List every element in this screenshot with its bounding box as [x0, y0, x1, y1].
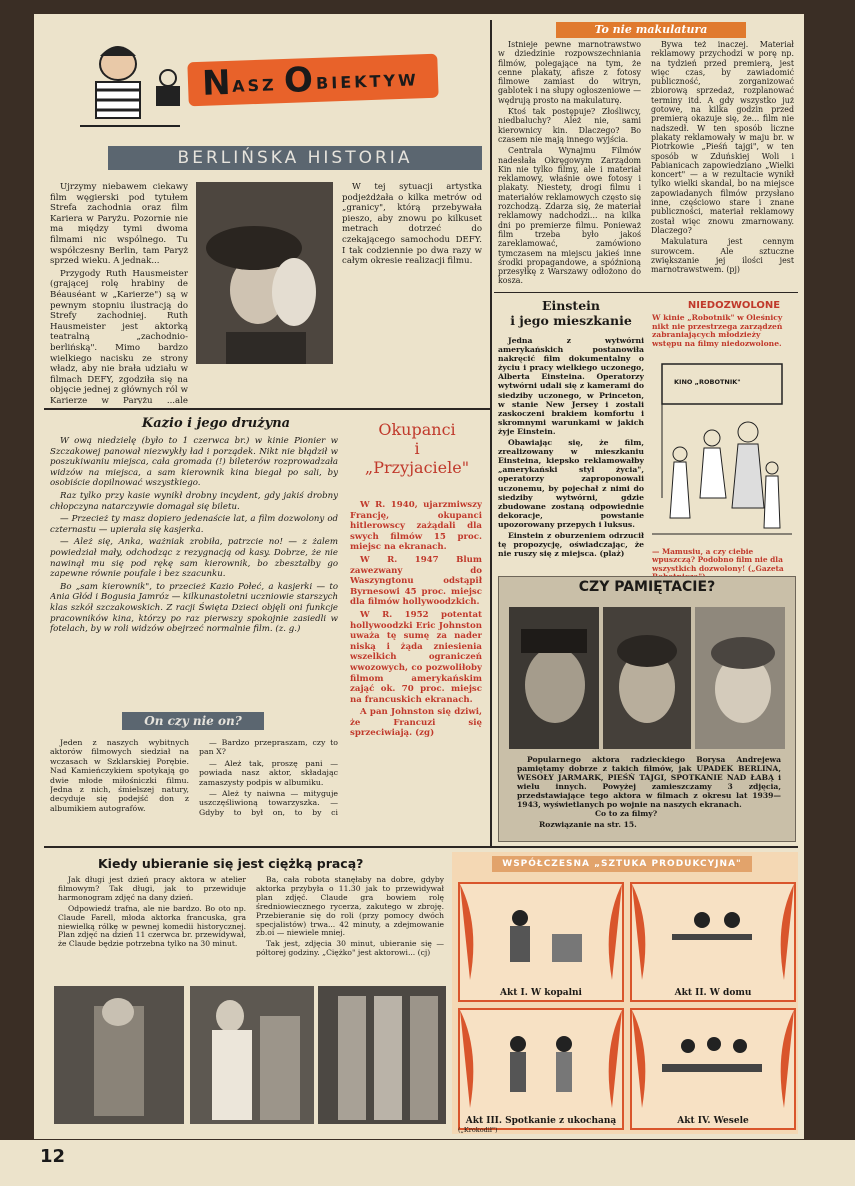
pamietacie-caption: Popularnego aktora radzieckiego Borysa Andrejewa pamiętamy dobrze z takich filmów, jak UPADEK BERLINA, WESOŁY JARMARK, PIEŚŃ TAJGI, SPOTKANIE NAD ŁABĄ i wielu innych. Powyżej zamieszczamy 3 zdjęcia, przedstawiające tego aktora w filmach z okresu lat 1939—1943, wyświetlanych po wojnie na naszych ekranach.: [517, 755, 781, 809]
claude-photo-2: [190, 986, 314, 1124]
sztuka-box: [452, 852, 798, 1134]
sztuka-heading: WSPÓŁCZESNA „SZTUKA PRODUKCYJNA": [492, 856, 752, 872]
kazio-paragraph: W ową niedzielę (było to 1 czerwca br.) w kinie Pionier w Szczakowej panował niezwykły ład i porządek. Nikt nie błądził w poszukiwaniu miejsca, cała gromada (!) bileterów rozprowadzała widzów na miejsca, a sam kierownik kina biegał po sali, by osobiście dopilnować wszystkiego.: [50, 436, 338, 489]
divider: [494, 292, 798, 293]
makulatura-paragraph: Istnieje pewne marnotrawstwo w dziedzinie rozpowszechniania filmów, polegające na tym, że cenne plakaty, afisze z fotosy filmowe zamiast do witryn, gablotek i na słupy ogłoszeniowe — wędrują prosto na makulaturę.: [498, 40, 641, 105]
kazio-heading: Kazio i jego drużyna: [141, 416, 291, 431]
page-number: 12: [40, 1146, 66, 1167]
andrejew-photo-2: [603, 607, 691, 749]
act-panel-4: [630, 1008, 796, 1130]
makulatura-paragraph: Ktoś tak postępuje? Złośliwcy, niedbaluchy? Ależ nie, sami kierownicy kin. Dlaczego? Bo czasem nie mają innego wyjścia.: [498, 107, 641, 144]
okupanci-paragraph: W R. 1947 Blum zawezwany do Waszyngtonu odstąpił Byrnesowi 45 proc. miejsc dla filmów hollywoodzkich.: [350, 554, 482, 608]
einstein-paragraph: Obawiając się, że film, zrealizowany w mieszkaniu Einsteina, kiepsko reklamowałby „amerykański styl życia", operatorzy zaproponowali uczonemu, by pojechał z nimi do siedziby wytwórni, gdzie zbudowane zostaną odpowiednie dekoracje, powstanie upozorowany przepych i luksus.: [498, 438, 644, 529]
makulatura-paragraph: Bywa też inaczej. Materiał reklamowy przychodzi w porę np. na tydzień przed premierą, jest więc czas, by zawiadomić publiczność, zorganizować zbiorową sprzedaż, rozplanować terminy itd. A gdy wszystko już gotowe, na kilka godzin przed premierą okazuje się, że... film nie nadszedł. W ten sposób liczne plakaty reklamowały w maju br. w Piotrkowie „Pieśń tajgi", w ten sposób w Zduńskiej Woli i Pabianicach zapowiedziano „Wielki koncert" — a w rezultacie wynikł tylko wielki skandal, bo na miejsce zapowiadanych filmów przysłano inne, częściowo stare i znane publiczności, materiał reklamowy został więc znowu zmarnowany. Dlaczego?: [651, 40, 794, 235]
act-panel-1: [458, 882, 624, 1002]
page-bottom-margin: [0, 1140, 855, 1186]
makulatura-paragraph: Centrala Wynajmu Filmów nadesłała Okręgowym Zarządom Kin nie tylko filmy, ale i materiał reklamowy, właśnie owe fotosy i plakaty. Niestety, drogi filmu i materiałów reklamowych często się rozchodzą. Zdarza się, że materiał reklamowy nadchodzi... na kilka dni po premierze filmu. Ponieważ film trzeba było jakoś zareklamować, zamówiono tymczasem na miejscu jakieś inne środki propagandowe, a spóźnioną przesyłkę z Warszawy odłożono do kosza.: [498, 146, 641, 286]
berlin-paragraph: Przygody Ruth Hausmeister (grającej rolę hrabiny de Béauséant w „Karierze") są w pewnym stopniu ilustracją do Strefy zachodniej. Ruth Hausmeister jest aktorką teatralną „zachodnio-berlińską". Mimo bardzo wielkiego nacisku ze strony władz, aby nie brała udziału w filmach DEFY, zgodziła się na objęcie jednej z głównych ról w Karierze w Paryżu ...ale: [50, 268, 188, 404]
act-label: Akt I. W kopalni: [500, 988, 582, 998]
cinema-sign: KINO „ROBOTNIK": [674, 378, 741, 386]
niedozwolone-caption: — Mamusiu, a czy ciebie wpuszczą? Podobno film nie dla wszystkich dozwolony! („Gazeta: [652, 548, 784, 573]
okupanci-paragraph: A pan Johnston się dziwi, że Francuzi się sprzeciwiają. (zg): [350, 707, 482, 739]
okupanci-heading: [346, 420, 488, 477]
act-panel-2: [630, 882, 796, 1002]
kiedy-paragraph: Jak długi jest dzień pracy aktora w atelier filmowym? Tak długi, jak to przewiduje harmonogram zdjęć na dany dzień.: [58, 876, 246, 902]
act-label: Akt III. Spotkanie z ukochaną: [465, 1116, 617, 1126]
claude-photo-3: [318, 986, 446, 1124]
column-rule: [490, 20, 492, 846]
oncz-paragraph: — Ależ ty naiwna — mityguje uszczęśliwioną towarzyszka. — Gdyby to był on, to by ci: [199, 789, 338, 817]
kazio-paragraph: Bo „sam kierownik", to przecież Kazio Połeć, a kasjerki — to Ania Głód i Bogusia Jamróz — kilkunastoletni uczniowie starszych klas szkół szczakowskich. Z racji Święta Dzieci objęli oni funkcje pracowników kina, którzy po raz pierwszy spokojnie zasiedli w fotelach, by w roli widzów obejrzeć normalnie film. (z. g.): [50, 581, 338, 635]
kiedy-paragraph: Ba, cała robota stanęłaby na dobre, gdyby aktorka przybyła o 11.30 jak to przewidywał plan zdjęć. Claude gra bowiem rolę średniowiecznego rycerza, zakutego w zbroję. Przebieranie się do roli (przy pomocy dwóch specjalistów) trwa... 42 minuty, a zdejmowanie zb.oi — niewiele mniej.: [256, 876, 444, 938]
berlin-col-2: [342, 182, 482, 404]
pamietacie-question: Co to za filmy?: [595, 809, 658, 818]
einstein-heading-line: Einstein: [542, 298, 600, 313]
okupanci-heading-line: i: [414, 439, 420, 458]
kiedy-heading: Kiedy ubieranie się jest ciężką pracą?: [98, 856, 364, 871]
okupanci-paragraph: W R. 1940, ujarzmiwszy Francję, okupanci hitlerowscy zażądali dla swych filmów 15 proc. miejsc na ekranach.: [350, 500, 482, 553]
kazio-body: [50, 436, 338, 706]
sztuka-credit: („Krokodił"): [458, 1126, 498, 1134]
kiedy-paragraph: Tak jest, zdjęcia 30 minut, ubieranie się — półtorej godziny. „Ciężko" jest aktorowi... (cj): [256, 939, 444, 958]
oncz-paragraph: Jeden z naszych wybitnych aktorów filmowych siedział na wczasach w Szklarskiej Porębie. Nad Kamieńczykiem spotykają go dwie młode miłośniczki filmu. Jedna z nich, śmielszej natury, decyduje się podejść don z albumikiem autografów.: [50, 738, 189, 813]
act-panel-3: [458, 1008, 624, 1130]
makulatura-paragraph: Makulatura jest cennym surowcem. Ale sztuczne zwiększanie jej ilości jest marnotrawstwem. (pj): [651, 237, 794, 275]
masthead-initial-2: O: [283, 60, 314, 101]
masthead-initial-1: N: [201, 62, 232, 104]
einstein-heading-line: i jego mieszkanie: [510, 313, 632, 328]
masthead-word-1: ASZ: [231, 75, 277, 96]
column-rule: [44, 846, 798, 848]
berlin-heading: BERLIŃSKA HISTORIA: [108, 146, 482, 170]
act-label: Akt IV. Wesele: [677, 1116, 749, 1126]
actress-portrait: [196, 182, 333, 364]
kazio-paragraph: — Przecież ty masz dopiero jedenaście lat, a film dozwolony od czternastu — upierała się kasjerka.: [50, 514, 338, 535]
cartoon-illustration: [652, 358, 792, 550]
divider: [44, 408, 490, 410]
oncz-body: [50, 738, 338, 830]
berlin-photo: [196, 182, 333, 364]
einstein-heading: [498, 298, 644, 328]
kiedy-paragraph: Odpowiedź trafna, ale nie bardzo. Bo oto np. Claude Farell, młoda aktorka francuska, gra niewielką rólkę w pewnej komedii historycznej. Plan zdjęć na dzień 11 czerwca br. przewidywał, że Claude będzie potrzebna tylko na 30 minut.: [58, 903, 246, 949]
claude-photo-1: [54, 986, 184, 1124]
pamietacie-heading: CZY PAMIĘTACIE?: [578, 579, 716, 595]
okupanci-heading-line: „Przyjaciele": [364, 458, 470, 477]
einstein-paragraph: Einstein z oburzeniem odrzucił tę propozycję, oświadczając, że nie ruszy się z miejsca. (plaż): [498, 530, 644, 559]
andrejew-photo-3: [695, 607, 785, 749]
oncz-paragraph: — Ależ tak, proszę pani — powiada nasz aktor, składając zamaszysty podpis w albumiku.: [199, 758, 338, 787]
okupanci-heading-line: Okupanci: [378, 420, 456, 439]
pamietacie-box: [498, 576, 796, 842]
berlin-paragraph: Ujrzymy niebawem ciekawy film węgierski pod tytułem Strefa zachodnia oraz film Kariera w Paryżu. Pozornie nie ma między tymi dwoma filmami nic wspólnego. Tu współczesny Berlin, tam Paryż sprzed wieku. A jednak...: [50, 182, 188, 267]
einstein-body: [498, 336, 644, 572]
einstein-paragraph: Jedna z wytwórni amerykańskich postanowiła nakręcić film dokumentalny o życiu i pracy wielkiego uczonego, Alberta Einsteina. Operatorzy wytwórni udali się z kamerami do siedziby uczonego, w Princeton, w stanie New Jersey i zostali zaskoczeni brakiem komfortu i skromnymi warunkami w jakich żyje Einstein.: [498, 336, 644, 436]
andrejew-photo-1: [509, 607, 599, 749]
kazio-paragraph: — Ależ się, Anka, ważniak zrobiła, patrzcie no! — z żalem powiedział mały, odchodząc z rezygnacją od kasy. Dobrze, że nie nawinął mu się pod rękę sam kierownik, bo zbeształby go zapewne równie poufale i bez szacunku.: [50, 537, 338, 580]
makulatura-heading: To nie makulatura: [556, 22, 746, 38]
niedozwolone-text: W kinie „Robotnik" w Oleśnicy nikt nie przestrzega zarządzeń zabraniających młodzieży wstępu na filmy niedozwolone.: [652, 314, 783, 348]
makulatura-body: [498, 40, 794, 294]
okupanci-body: [350, 500, 482, 830]
kiedy-body: [58, 876, 444, 972]
niedozwolone-heading: NIEDOZWOLONE: [687, 300, 781, 311]
masthead-word-2: BIEKTYW: [315, 70, 420, 93]
oncz-heading: On czy nie on?: [122, 712, 264, 730]
berlin-col-1: [50, 182, 188, 404]
berlin-paragraph: W tej sytuacji artystka podjeżdżała o kilka metrów od „granicy", którą przebywała pieszo, aby znowu po kilkuset metrach dotrzeć do czekającego samochodu DEFY. I tak codziennie po dwa razy w całym okresie realizacji filmu.: [342, 182, 482, 267]
okupanci-paragraph: W R. 1952 potentat hollywoodzki Eric Johnston uważa tę sumę za nader niską i żąda zniesienia wszelkich ograniczeń wwozowych, co pozwoliłoby filmom amerykańskim zająć ok. 70 proc. miejsc na francuskich ekranach.: [350, 609, 482, 705]
masthead-banner: [187, 54, 438, 107]
oncz-paragraph: — Bardzo przepraszam, czy to pan X?: [199, 738, 338, 757]
pamietacie-answer: Rozwiązanie na str. 15.: [539, 820, 637, 829]
cinema-cartoon: [652, 358, 792, 550]
kazio-paragraph: Raz tylko przy kasie wynikł drobny incydent, gdy jakiś drobny chłopczyna natarczywie domagał się biletu.: [50, 490, 338, 512]
masthead: [70, 34, 445, 134]
act-label: Akt II. W domu: [674, 988, 752, 998]
mascot-illustration: [70, 34, 190, 134]
